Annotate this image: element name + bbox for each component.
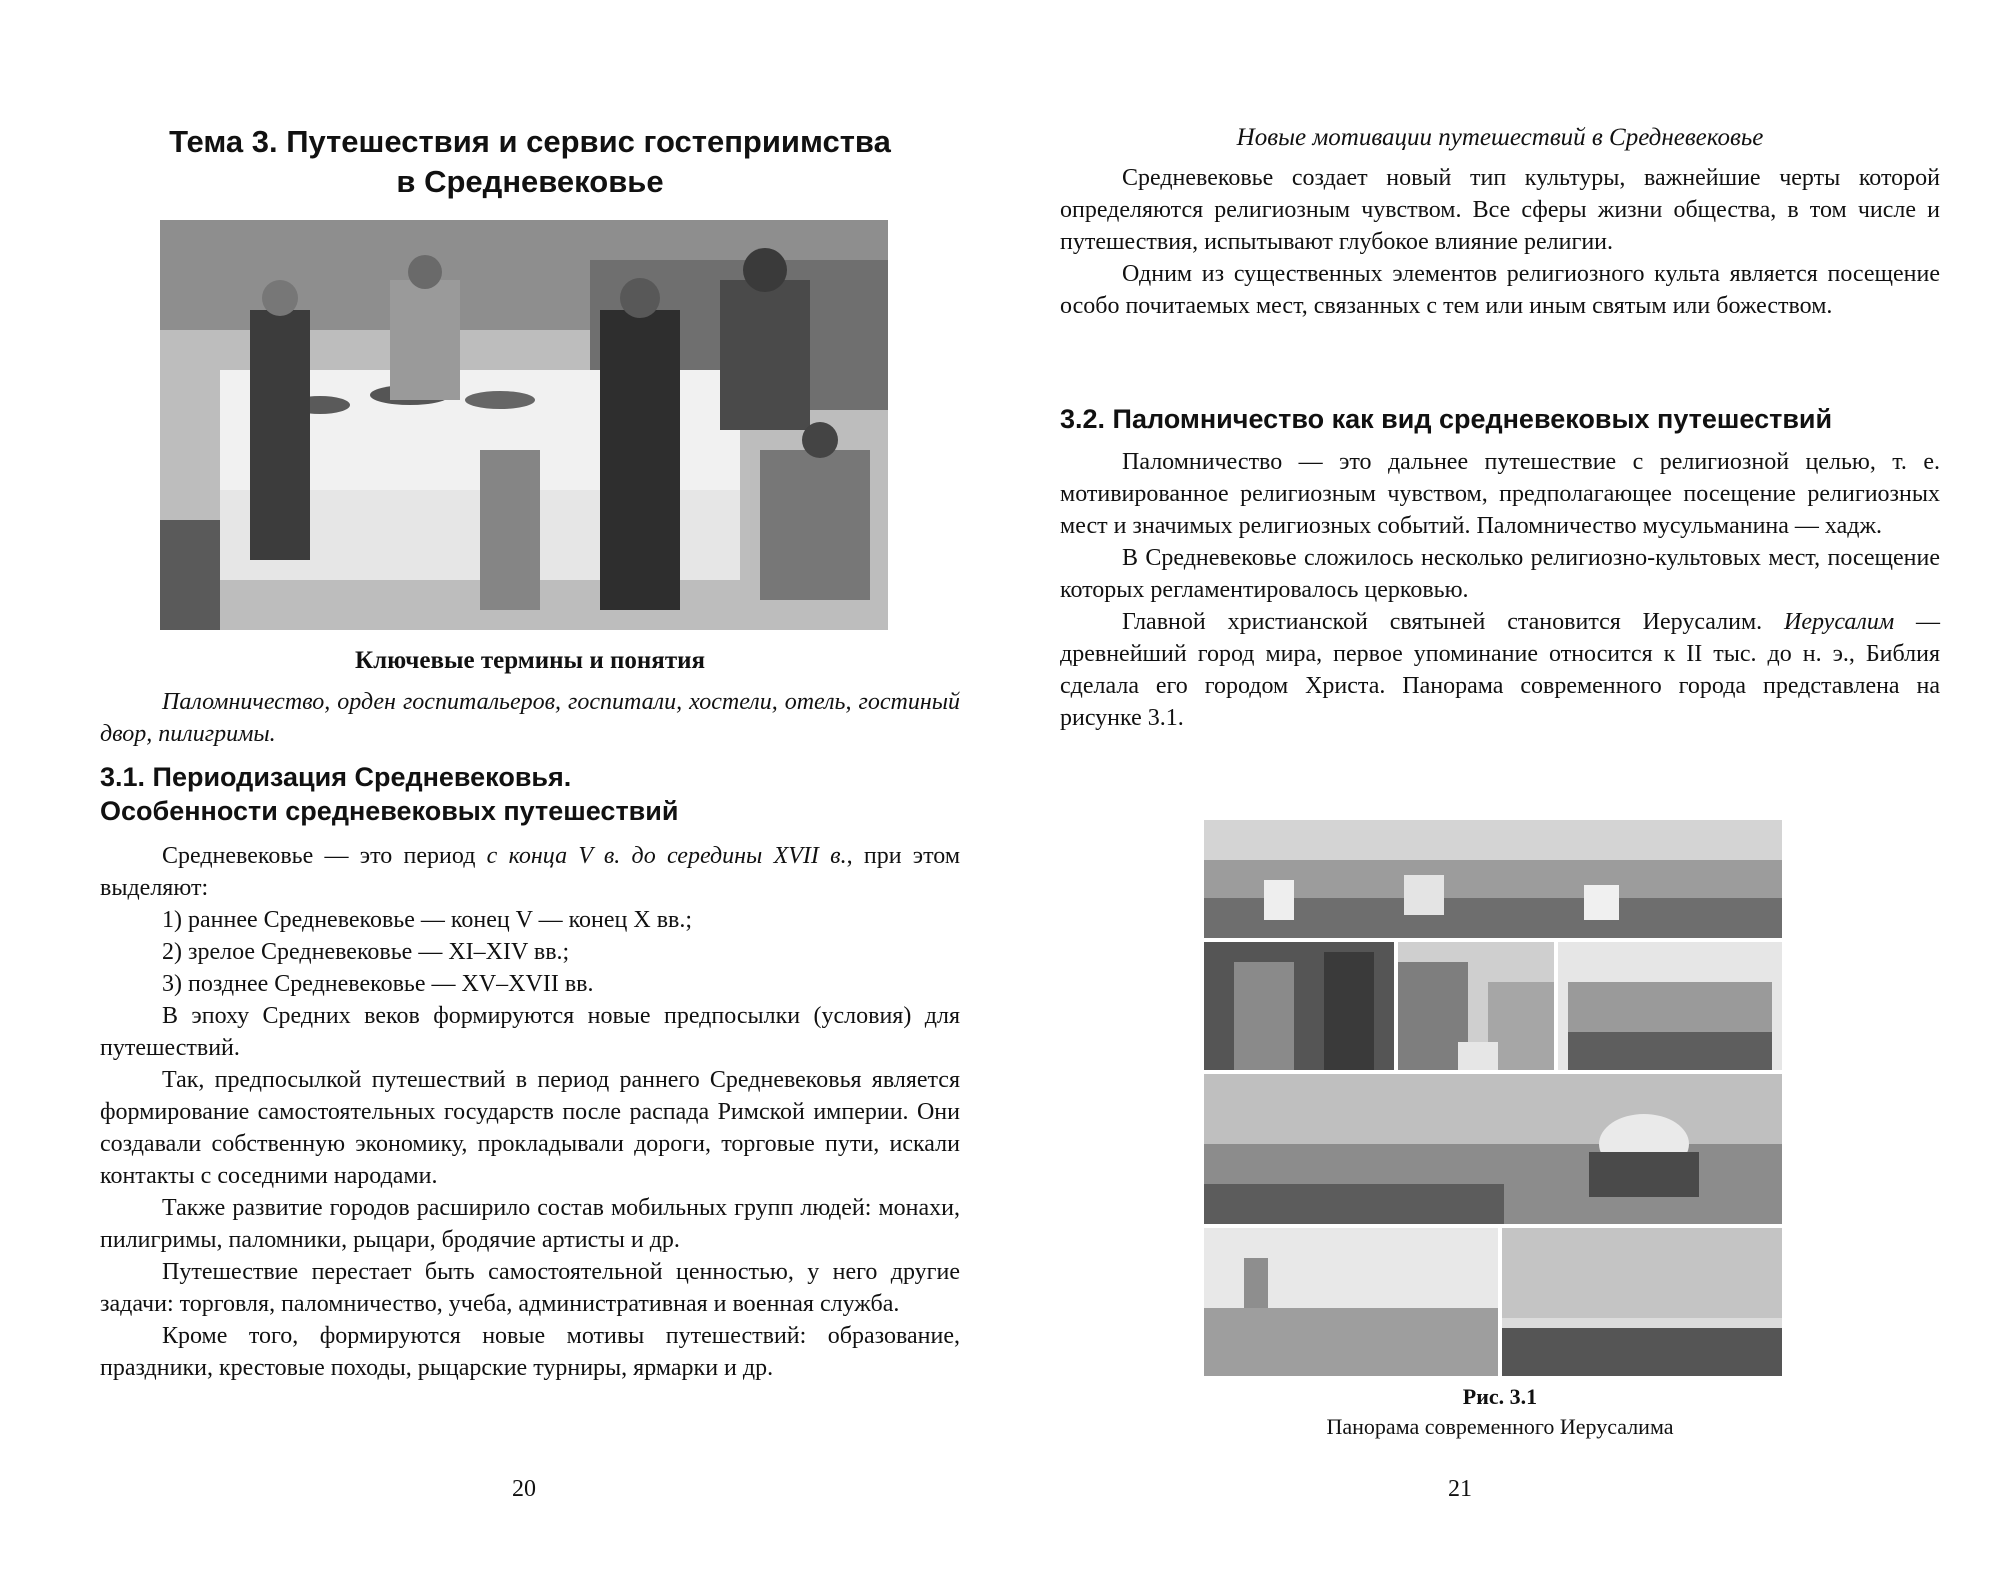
list-item: 3) позднее Средневековье — XV–XVII вв.	[162, 971, 594, 997]
chapter-title-line-1: Тема 3. Путешествия и сервис гостеприимства	[169, 124, 891, 159]
figure-caption: Панорама современного Иерусалима	[1326, 1414, 1674, 1439]
paragraph: Также развитие городов расширило состав мобильных групп людей: монахи, пилигримы, паломники, рыцари, бродячие артисты и др.	[100, 1195, 960, 1253]
paragraph: Так, предпосылкой путешествий в период раннего Средневековья является формирование самостоятельных государств после распада Римской империи. Они создавали собственную экономику, прокладывали дороги, торговые пути, искали контакты с соседними народами.	[100, 1067, 960, 1189]
p5-end: — древнейший город мира, первое упоминание относится к II тыс. до н. э., Библия сделала его городом Христа. Панорама современного города представлена на рисунке 3.1.	[1060, 609, 1940, 731]
p5-start: Главной христианской святыней становится Иерусалим.	[1122, 609, 1784, 635]
paragraph: Одним из существенных элементов религиозного культа является посещение особо почитаемых мест, связанных с тем или иным святым или божеством.	[1060, 261, 1940, 319]
list-item: 2) зрелое Средневековье — XI–XIV вв.;	[162, 939, 570, 965]
knesset-building-photo	[1558, 942, 1782, 1070]
section-heading-line-2: Особенности средневековых путешествий	[100, 796, 679, 826]
right-page	[1000, 0, 2000, 1582]
chapter-title-line-2: в Средневековье	[396, 164, 664, 199]
paragraph: Кроме того, формируются новые мотивы путешествий: образование, праздники, крестовые походы, рыцарские турниры, ярмарки и др.	[100, 1323, 960, 1381]
paragraph: Средневековье создает новый тип культуры, важнейшие черты которой определяются религиозным чувством. Все сферы жизни общества, в том числе и путешествия, испытывают глубокое влияние религии.	[1060, 165, 1940, 255]
right-body-text-top	[1060, 162, 1940, 322]
figure-label: Рис. 3.1	[1462, 1384, 1538, 1409]
jerusalem-panorama-photo	[1204, 820, 1782, 938]
jerusalem-market-photo	[1204, 942, 1394, 1070]
left-body-text	[100, 840, 960, 1384]
key-terms-text: Паломничество, орден госпитальеров, госпитали, хостели, отель, гостиный двор, пилигримы.	[100, 689, 960, 747]
p1-italic: с конца V в. до середины XVII в.	[486, 843, 847, 869]
chapter-title	[100, 122, 960, 202]
paragraph-jerusalem	[1060, 606, 1940, 734]
list-item: 1) раннее Средневековье — конец V — конец X вв.;	[162, 907, 693, 933]
paragraph: Путешествие перестает быть самостоятельной ценностью, у него другие задачи: торговля, паломничество, учеба, административная и военная служба.	[100, 1259, 960, 1317]
dome-of-the-rock-photo	[1204, 1074, 1782, 1224]
paragraph: Паломничество — это дальнее путешествие с религиозной целью, т. е. мотивированное религиозным чувством, предполагающее посещение религиозных мест и значимых религиозных событий. Паломничество мусульманина — хадж.	[1060, 449, 1940, 539]
western-wall-photo	[1502, 1228, 1782, 1376]
city-walls-photo	[1204, 1228, 1498, 1376]
key-terms-heading: Ключевые термины и понятия	[354, 647, 706, 674]
section-heading-3-2: 3.2. Паломничество как вид средневековых путешествий	[1060, 404, 1833, 434]
paragraph: В Средневековье сложилось несколько религиозно-культовых мест, посещение которых регламентировалось церковью.	[1060, 545, 1940, 603]
p5-italic: Иерусалим	[1784, 609, 1895, 635]
medieval-feast-illustration	[160, 220, 888, 630]
jerusalem-street-photo	[1398, 942, 1554, 1070]
section-heading-3-1	[100, 760, 960, 828]
p1-start: Средневековье — это период	[162, 843, 487, 869]
section-heading-line-1: 3.1. Периодизация Средневековья.	[100, 762, 572, 792]
right-body-text	[1060, 446, 1940, 734]
page-number-left: 20	[512, 1476, 536, 1502]
paragraph-periodization	[100, 840, 960, 904]
paragraph: В эпоху Средних веков формируются новые предпосылки (условия) для путешествий.	[100, 1003, 960, 1061]
motivations-subheading: Новые мотивации путешествий в Средневековье	[1236, 124, 1764, 151]
p1-end: , при этом выделяют:	[100, 843, 961, 901]
page-number-right: 21	[1448, 1476, 1472, 1502]
